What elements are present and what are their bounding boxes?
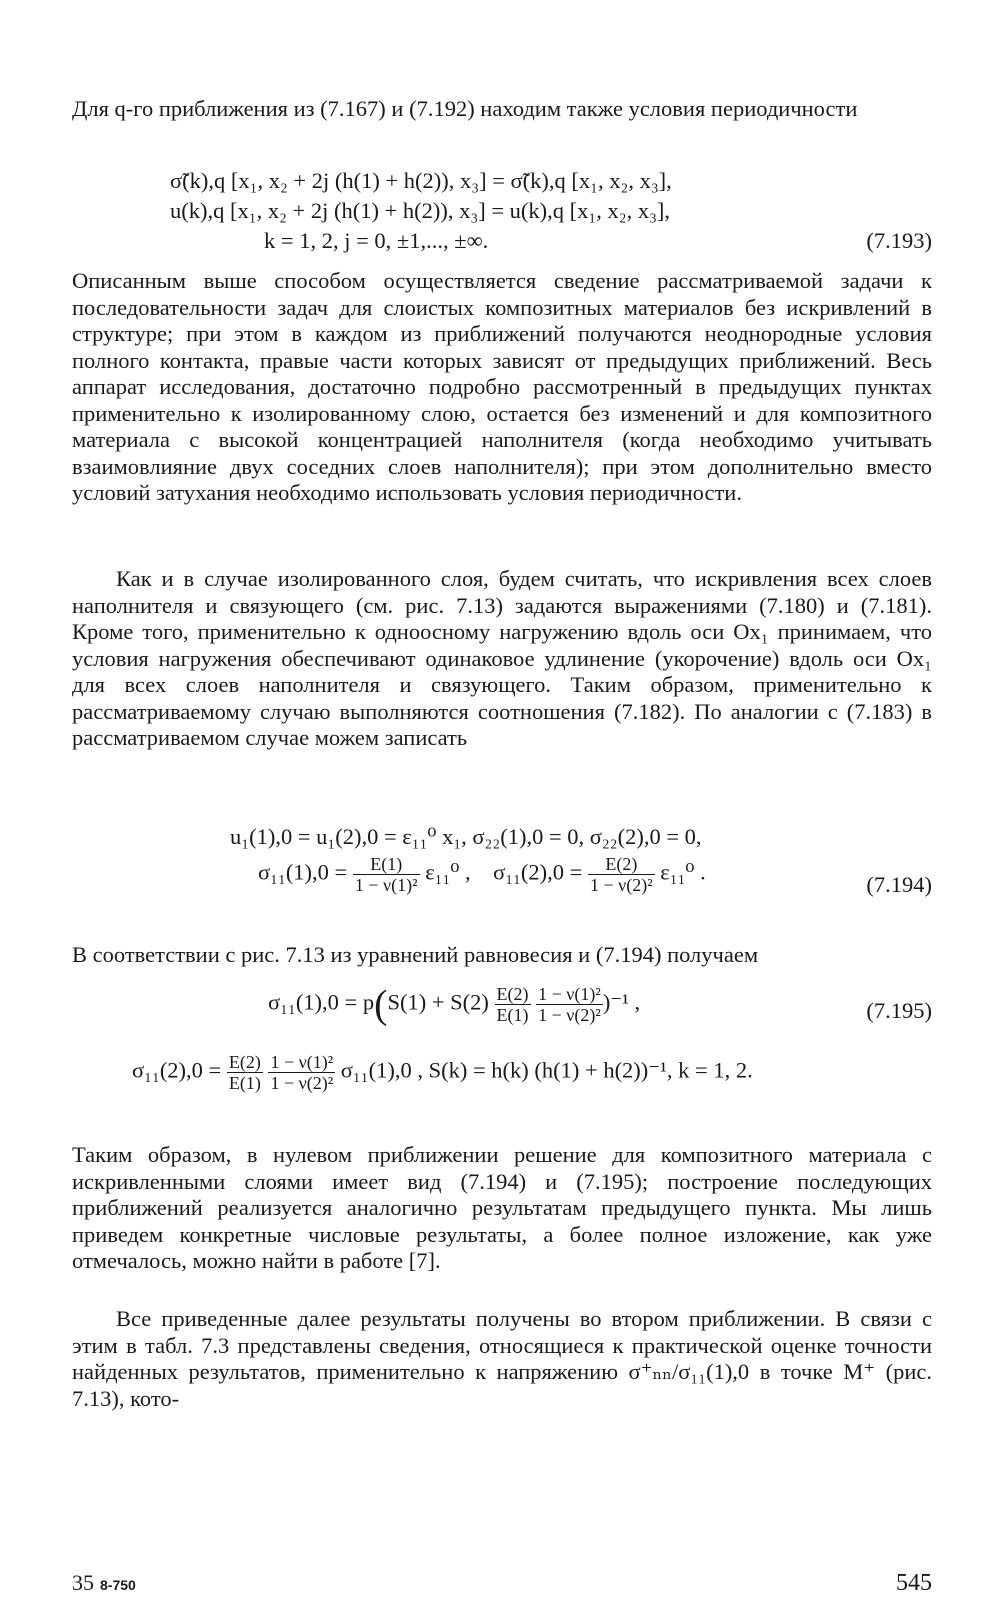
signature-mark	[72, 1570, 136, 1596]
fraction-e2-e1	[495, 984, 531, 1025]
equation-number-7-193: (7.193)	[866, 228, 932, 253]
paragraph-second-approximation: Все приведенные далее результаты получены во втором приближении. В связи с этим в табл. 7.3 представлены сведения, относящиеся к практической оценке точности найденных результатов, применительно к напряжению σ⁺ₙₙ/σ₁₁(1),0 в точке M⁺ (рис. 7.13), кото-	[72, 1306, 932, 1411]
fraction-nu-line2	[268, 1052, 335, 1093]
fraction-e2-e1-line2-numerator: E(2)	[228, 1052, 261, 1072]
book-page	[72, 96, 932, 1596]
equation-number-7-195: (7.195)	[866, 998, 932, 1023]
equation-7-195-line-2-tail: σ₁₁(1),0 , S(k) = h(k) (h(1) + h(2))⁻¹, k = 1, 2.	[340, 1057, 753, 1083]
open-paren: (	[374, 981, 388, 1027]
fraction-e1	[353, 854, 420, 895]
signature-number: 35	[72, 1570, 94, 1595]
epsilon-term-1: ε₁₁⁰ ,	[425, 859, 471, 885]
paragraph-description: Описанным выше способом осуществляется сведение рассматриваемой задачи к последовательности задач для слоистых композитных материалов без искривлений в структуре; при этом в каждом из приближений получаются неоднородные условия полного контакта, правые части которых зависят от предыдущих приближений. Весь аппарат исследования, достаточно подробно рассмотренный в предыдущих пунктах применительно к изолированному слою, остается без изменений и для композитного материала с высокой концентрацией наполнителя (когда необходимо учитывать взаимовлияние двух соседних слоев наполнителя); при этом дополнительно вместо условий затухания необходимо использовать условия периодичности.	[72, 268, 932, 505]
equation-7-195	[72, 980, 932, 1110]
equation-7-194-line-1: u₁(1),0 = u₁(2),0 = ε₁₁⁰ x₁, σ₂₂(1),0 = 0, σ₂₂(2),0 = 0,	[230, 824, 702, 849]
intro-paragraph: Для q-го приближения из (7.167) и (7.192) находим также условия периодичности	[72, 96, 858, 121]
fraction-nu-numerator: 1 − ν(1)²	[538, 984, 601, 1004]
paragraph-zero-approximation: Таким образом, в нулевом приближении решение для композитного материала с искривленными слоями имеет вид (7.194) и (7.195); построение последующих приближений реализуется аналогично результатам предыдущего пункта. Мы лишь приведем конкретные числовые результаты, а более полное изложение, как уже отмечалось, можно найти в работе [7].	[72, 1142, 932, 1273]
fraction-e2-denominator: 1 − ν(2)²	[589, 875, 653, 895]
fraction-e2-e1-denominator: E(1)	[496, 1005, 529, 1025]
fraction-e2-numerator: E(2)	[588, 854, 655, 875]
sigma-11-2-lhs: σ₁₁(2),0 =	[493, 859, 583, 885]
page-number: 545	[896, 1570, 932, 1596]
fraction-e1-numerator: E(1)	[353, 854, 420, 875]
sigma-11-1-lhs: σ₁₁(1),0 =	[258, 859, 348, 885]
fraction-nu-line2-denominator: 1 − ν(2)²	[270, 1073, 334, 1093]
fraction-e2	[588, 854, 655, 895]
sigma-11-1-lhs-195: σ₁₁(1),0 = p	[268, 989, 375, 1015]
equation-7-193-line-2: u(k),q [x₁, x₂ + 2j (h(1) + h(2)), x₃] = u(k),q [x₁, x₂, x₃],	[170, 198, 671, 223]
equation-7-194-line-2	[258, 854, 706, 895]
fraction-e2-e1-line2	[227, 1052, 263, 1093]
fraction-nu	[536, 984, 603, 1025]
equation-7-193-line-3: k = 1, 2, j = 0, ±1,..., ±∞.	[264, 228, 489, 253]
epsilon-term-2: ε₁₁⁰ .	[660, 859, 706, 885]
fraction-nu-denominator: 1 − ν(2)²	[538, 1005, 601, 1025]
fraction-e2-e1-numerator: E(2)	[496, 984, 529, 1004]
equation-7-195-line-2	[132, 1052, 753, 1093]
equation-number-7-194: (7.194)	[866, 872, 932, 897]
equation-7-193-line-1: σ̃(k),q [x₁, x₂ + 2j (h(1) + h(2)), x₃] = σ̃(k),q [x₁, x₂, x₃],	[170, 168, 672, 193]
fraction-e1-denominator: 1 − ν(1)²	[354, 875, 418, 895]
equation-7-193	[72, 168, 932, 258]
close-paren-power: )⁻¹ ,	[602, 989, 641, 1015]
sigma-11-2-lhs-195: σ₁₁(2),0 =	[132, 1057, 222, 1083]
paragraph-curvature: Как и в случае изолированного слоя, будем считать, что искривления всех слоев наполнителя и связующего (см. рис. 7.13) задаются выражениями (7.180) и (7.181). Кроме того, применительно к одноосному нагружению вдоль оси Ox₁ принимаем, что условия нагружения обеспечивают одинаковое удлинение (укорочение) вдоль оси Ox₁ для всех слоев наполнителя и связующего. Таким образом, применительно к рассматриваемому случаю выполняются соотношения (7.182). По аналогии с (7.183) в рассматриваемом случае можем записать	[72, 566, 932, 750]
paragraph-equilibrium: В соответствии с рис. 7.13 из уравнений равновесия и (7.194) получаем	[72, 942, 759, 967]
s-sum: S(1) + S(2)	[387, 989, 489, 1015]
equation-7-194	[72, 824, 932, 924]
equation-7-195-line-1	[268, 981, 641, 1027]
fraction-e2-e1-line2-denominator: E(1)	[228, 1073, 261, 1093]
page-footer	[72, 1570, 932, 1600]
sheet-code: 8-750	[100, 1577, 136, 1593]
fraction-nu-line2-numerator: 1 − ν(1)²	[270, 1052, 334, 1072]
